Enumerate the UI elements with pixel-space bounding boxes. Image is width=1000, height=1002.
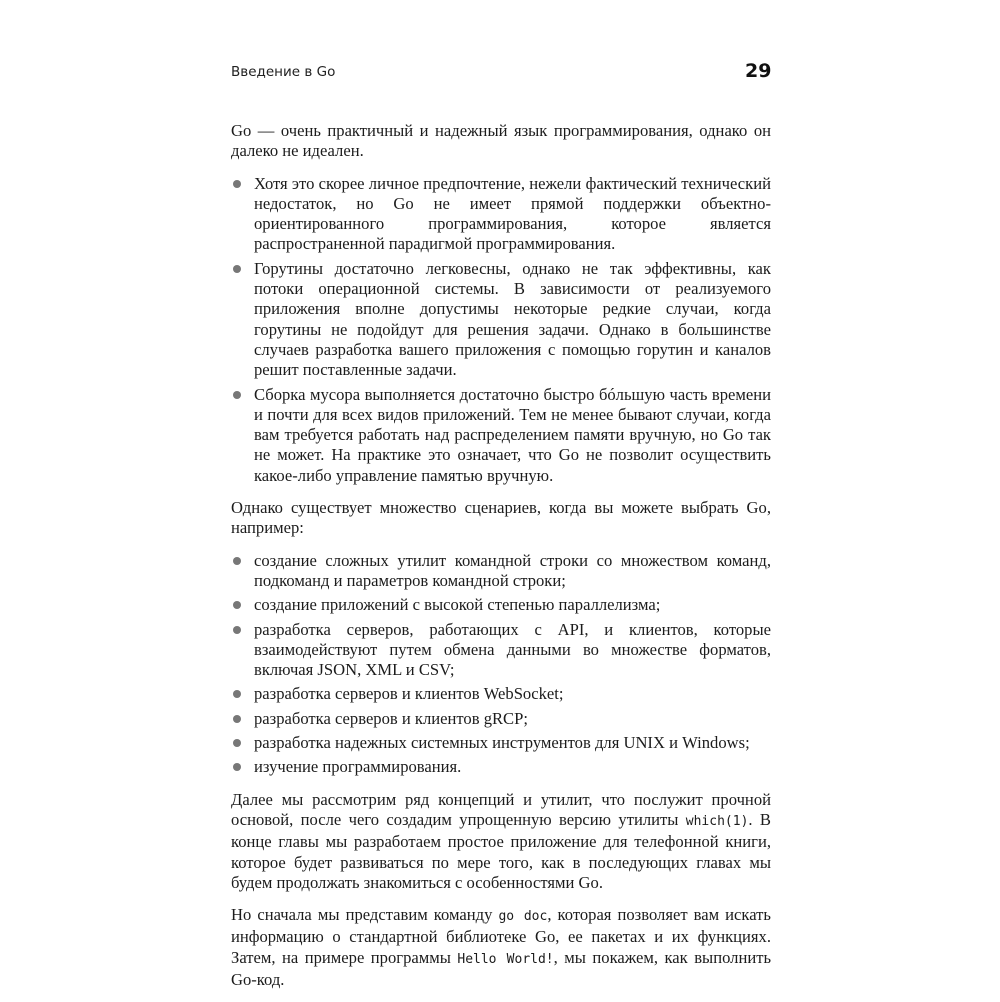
text-run: , мы покажем, как выполнить Go-код. <box>231 947 772 989</box>
bullet-icon <box>233 690 241 698</box>
bullet-icon <box>233 715 241 723</box>
bullet-icon <box>233 763 241 771</box>
list-item <box>231 595 771 615</box>
bullet-icon <box>233 180 241 188</box>
bullet-icon <box>233 557 241 565</box>
list-item <box>231 757 771 777</box>
final-paragraph <box>231 905 771 990</box>
text-run: Далее мы рассмотрим ряд концепций и утилит, что послужит прочной основой, после чего создадим упрощенную версию утилиты <box>231 789 771 829</box>
list-item <box>231 174 771 255</box>
list-item <box>231 709 771 729</box>
inline-code: go doc <box>498 909 548 925</box>
list-item <box>231 620 771 681</box>
text-run: . В конце главы мы разработаем простое приложение для телефонной книги, которое будет развиваться по мере того, как в последующих главах мы будем продолжать знакомиться с особенностями Go. <box>231 809 771 892</box>
running-head: Введение в Go <box>231 64 336 80</box>
drawbacks-list <box>231 174 771 486</box>
list-item <box>231 385 771 486</box>
intro-paragraph: Go — очень практичный и надежный язык программирования, однако он далеко не идеален. <box>231 121 771 161</box>
scenarios-intro-paragraph: Однако существует множество сценариев, когда вы можете выбрать Go, например: <box>231 498 771 538</box>
page-number: 29 <box>745 60 772 82</box>
list-item-text: изучение программирования. <box>254 757 462 777</box>
page-body <box>231 121 771 1002</box>
bullet-icon <box>233 601 241 609</box>
list-item <box>231 684 771 704</box>
inline-code: which(1) <box>685 813 749 829</box>
bullet-icon <box>233 265 241 273</box>
bullet-icon <box>233 626 241 634</box>
text-run: , которая позволяет вам искать информацию о стандартной библиотеке Go, ее пакетах и их функциях. Затем, на примере программы <box>231 905 771 967</box>
list-item <box>231 259 771 381</box>
bullet-icon <box>233 391 241 399</box>
list-item-text: Горутины достаточно легковесны, однако не так эффективны, как потоки операционной системы. В зависимости от реализуемого приложения вполне допустимы некоторые редкие случаи, когда горутины не подойдут для решения задачи. Однако в большинстве случаев разработка вашего приложения с помощью горутин и каналов решит поставленные задачи. <box>254 258 771 380</box>
text-run: Но сначала мы представим команду <box>231 905 499 925</box>
list-item-text: Хотя это скорее личное предпочтение, нежели фактический технический недостаток, но Go не имеет прямой поддержки объектно-ориентированного программирования, которое является распространенной парадигмой программирования. <box>254 173 771 254</box>
list-item-text: разработка серверов и клиентов gRCP; <box>254 708 528 728</box>
next-steps-paragraph <box>231 790 771 893</box>
list-item-text: создание приложений с высокой степенью параллелизма; <box>254 595 661 615</box>
list-item <box>231 551 771 592</box>
list-item <box>231 733 771 753</box>
list-item-text: Сборка мусора выполняется достаточно быстро бóльшую часть времени и почти для всех видов приложений. Тем не менее бывают случаи, когда вам требуется работать над распределением памяти вручную, но Go так не может. На практике это означает, что Go не позволит осуществить какое-либо управление памятью вручную. <box>254 384 771 485</box>
scenarios-list <box>231 551 771 778</box>
list-item-text: разработка надежных системных инструментов для UNIX и Windows; <box>254 733 750 753</box>
bullet-icon <box>233 739 241 747</box>
list-item-text: разработка серверов, работающих с API, и клиентов, которые взаимодействуют путем обмена данными во множестве форматов, включая JSON, XML и CSV; <box>254 619 771 680</box>
list-item-text: разработка серверов и клиентов WebSocket; <box>254 684 564 704</box>
inline-code: Hello World! <box>457 951 554 967</box>
list-item-text: создание сложных утилит командной строки со множеством команд, подкоманд и параметров командной строки; <box>254 550 771 590</box>
